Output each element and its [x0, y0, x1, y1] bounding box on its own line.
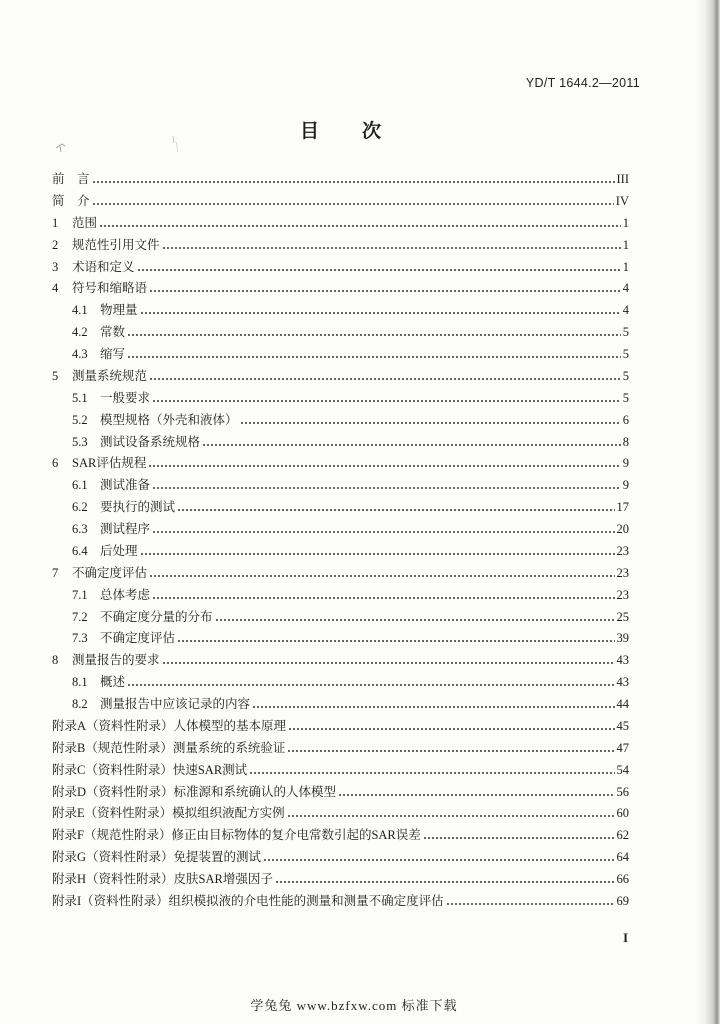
toc-list — [52, 169, 629, 913]
toc-entry — [52, 344, 629, 366]
toc-entry-page: 23 — [616, 587, 629, 602]
toc-entry-number: 6.3 — [72, 522, 88, 536]
toc-entry-number: 4 — [52, 281, 59, 296]
toc-leader-dots — [202, 432, 621, 454]
toc-entry — [52, 891, 629, 913]
toc-entry — [52, 803, 629, 825]
toc-leader-dots — [177, 497, 614, 519]
toc-entry — [52, 278, 629, 300]
scan-edge-shadow — [696, 0, 720, 1024]
toc-entry-title: 不确定度评估 — [72, 565, 148, 580]
toc-entry-page: 4 — [622, 281, 629, 296]
toc-leader-dots — [252, 694, 614, 716]
toc-entry-title: 后处理 — [100, 543, 138, 558]
toc-entry-number: 8.2 — [72, 697, 88, 711]
toc-leader-dots — [287, 803, 615, 825]
toc-entry-page: 60 — [616, 806, 629, 821]
toc-leader-dots — [152, 519, 614, 541]
toc-leader-dots — [127, 672, 614, 694]
toc-entry-title: 附录H（资料性附录）皮肤SAR增强因子 — [52, 872, 273, 886]
toc-leader-dots — [288, 716, 614, 738]
toc-entry-title: 规范性引用文件 — [72, 237, 160, 252]
toc-entry — [52, 760, 629, 782]
toc-leader-dots — [446, 891, 615, 913]
toc-entry-title: 测量报告的要求 — [72, 653, 160, 668]
toc-leader-dots — [149, 278, 621, 300]
toc-entry-number: 6.1 — [72, 478, 88, 493]
toc-entry — [52, 716, 629, 738]
toc-entry — [52, 432, 629, 454]
toc-entry-title: 模型规格（外壳和液体） — [100, 412, 238, 427]
toc-entry-title: 附录E（资料性附录）模拟组织液配方实例 — [52, 806, 285, 821]
toc-entry-title: 缩写 — [100, 347, 126, 361]
toc-leader-dots — [215, 607, 615, 629]
toc-entry — [52, 585, 629, 607]
toc-leader-dots — [162, 235, 621, 257]
toc-entry-page: III — [616, 172, 629, 186]
toc-entry — [52, 213, 629, 235]
toc-entry-number: 5.2 — [72, 412, 88, 427]
toc-entry-number: 3 — [52, 259, 59, 274]
toc-entry-page: 23 — [616, 565, 629, 580]
toc-entry — [52, 300, 629, 322]
toc-entry-page: 5 — [622, 368, 629, 383]
toc-entry-title: 附录I（资料性附录）组织模拟液的介电性能的测量和测量不确定度评估 — [52, 893, 444, 908]
toc-entry-title: 常数 — [100, 325, 126, 340]
toc-entry — [52, 388, 629, 410]
toc-entry-number: 4.1 — [72, 303, 88, 318]
toc-entry-page: 6 — [622, 412, 629, 427]
toc-entry-title: 测试程序 — [100, 522, 151, 536]
toc-entry-title: SAR评估规程 — [72, 456, 147, 471]
toc-entry — [52, 650, 629, 672]
toc-entry — [52, 366, 629, 388]
toc-leader-dots — [423, 825, 615, 847]
toc-entry — [52, 607, 629, 629]
toc-entry-page: 56 — [616, 784, 629, 799]
toc-entry-page: 1 — [622, 215, 629, 230]
toc-leader-dots — [287, 738, 614, 760]
toc-entry-page: 47 — [616, 740, 629, 755]
toc-leader-dots — [275, 869, 615, 891]
toc-entry-number: 8.1 — [72, 675, 88, 690]
toc-leader-dots — [152, 475, 621, 497]
toc-entry — [52, 475, 629, 497]
toc-entry-number: 7.1 — [72, 587, 88, 602]
toc-entry — [52, 519, 629, 541]
toc-entry-title: 附录D（资料性附录）标准源和系统确认的人体模型 — [52, 784, 337, 799]
toc-entry-title: 不确定度评估 — [100, 631, 176, 646]
toc-entry-number: 5.1 — [72, 390, 88, 405]
toc-entry-number: 6 — [52, 456, 59, 471]
toc-entry — [52, 235, 629, 257]
toc-entry — [52, 541, 629, 563]
toc-entry — [52, 322, 629, 344]
toc-entry-page: 4 — [622, 303, 629, 318]
toc-leader-dots — [127, 344, 621, 366]
toc-entry-page: 5 — [622, 325, 629, 340]
toc-entry-page: 64 — [616, 850, 629, 865]
toc-leader-dots — [148, 453, 620, 475]
toc-entry — [52, 825, 629, 847]
toc-entry-title: 术语和定义 — [72, 259, 135, 274]
toc-entry-page: 44 — [616, 697, 629, 711]
toc-entry-page: 20 — [616, 522, 629, 536]
toc-leader-dots — [140, 541, 615, 563]
toc-entry-title: 附录G（资料性附录）免提装置的测试 — [52, 850, 262, 865]
toc-entry-page: 45 — [616, 718, 629, 733]
toc-entry-number: 6.4 — [72, 543, 88, 558]
toc-leader-dots — [152, 388, 621, 410]
toc-leader-dots — [140, 300, 621, 322]
toc-leader-dots — [149, 366, 621, 388]
toc-leader-dots — [263, 847, 614, 869]
toc-leader-dots — [127, 322, 621, 344]
toc-entry-number: 7 — [52, 565, 59, 580]
toc-entry-title: 简 介 — [52, 193, 90, 208]
toc-entry-title: 测试设备系统规格 — [100, 434, 201, 449]
toc-entry-title: 符号和缩略语 — [72, 281, 148, 296]
toc-entry-number: 7.3 — [72, 631, 88, 646]
toc-entry-page: 5 — [622, 390, 629, 405]
toc-leader-dots — [99, 213, 621, 235]
toc-entry-page: 66 — [616, 872, 629, 886]
toc-entry-title: 测试准备 — [100, 478, 151, 493]
toc-leader-dots — [137, 257, 621, 279]
toc-entry-title: 总体考虑 — [100, 587, 151, 602]
toc-entry-page: 43 — [616, 675, 629, 690]
document-number: YD/T 1644.2—2011 — [525, 76, 640, 90]
toc-entry-number: 4.3 — [72, 347, 88, 361]
toc-entry-title: 范围 — [72, 215, 98, 230]
toc-entry — [52, 847, 629, 869]
toc-entry — [52, 410, 629, 432]
toc-entry-page: 23 — [616, 543, 629, 558]
toc-entry-number: 7.2 — [72, 609, 88, 624]
toc-leader-dots — [249, 760, 614, 782]
toc-entry-title: 测量报告中应该记录的内容 — [100, 697, 251, 711]
toc-entry — [52, 869, 629, 891]
toc-entry-title: 测量系统规范 — [72, 368, 148, 383]
toc-entry — [52, 257, 629, 279]
toc-entry-page: 8 — [622, 434, 629, 449]
toc-entry-title: 前 言 — [52, 172, 90, 186]
toc-entry-number: 2 — [52, 237, 59, 252]
toc-entry-title: 物理量 — [100, 303, 138, 318]
toc-entry-page: 9 — [622, 478, 629, 493]
toc-entry-number: 5.3 — [72, 434, 88, 449]
toc-leader-dots — [92, 191, 614, 213]
toc-entry — [52, 191, 629, 213]
toc-entry — [52, 453, 629, 475]
toc-entry-page: 5 — [622, 347, 629, 361]
toc-entry-number: 1 — [52, 215, 59, 230]
toc-entry-page: 43 — [616, 653, 629, 668]
page-title: 目 次 — [299, 121, 393, 142]
toc-entry-page: 17 — [616, 500, 629, 515]
toc-entry-page: 69 — [616, 893, 629, 908]
toc-leader-dots — [92, 169, 615, 191]
toc-entry — [52, 672, 629, 694]
toc-entry-page: 9 — [622, 456, 629, 471]
footer-watermark: 学兔兔 www.bzfxw.com 标准下载 — [250, 998, 458, 1013]
toc-leader-dots — [149, 563, 614, 585]
toc-entry — [52, 169, 629, 191]
toc-entry-page: 54 — [616, 762, 629, 777]
toc-entry-title: 概述 — [100, 675, 126, 690]
toc-entry-number: 5 — [52, 368, 59, 383]
toc-leader-dots — [240, 410, 621, 432]
toc-entry — [52, 694, 629, 716]
toc-entry — [52, 497, 629, 519]
toc-entry-number: 4.2 — [72, 325, 88, 340]
toc-entry — [52, 738, 629, 760]
toc-entry-number: 6.2 — [72, 500, 88, 515]
toc-entry-title: 要执行的测试 — [100, 500, 176, 515]
page-number: I — [623, 931, 628, 945]
toc-entry-page: 1 — [622, 259, 629, 274]
toc-entry-title: 附录A（资料性附录）人体模型的基本原理 — [52, 718, 287, 733]
toc-entry — [52, 628, 629, 650]
toc-entry — [52, 563, 629, 585]
toc-entry-page: IV — [615, 193, 629, 208]
toc-entry-title: 一般要求 — [100, 390, 151, 405]
toc-entry-title: 附录C（资料性附录）快速SAR测试 — [52, 762, 248, 777]
toc-leader-dots — [152, 585, 614, 607]
toc-entry-title: 附录B（规范性附录）测量系统的系统验证 — [52, 740, 286, 755]
toc-entry-number: 8 — [52, 653, 59, 668]
toc-entry-page: 1 — [622, 237, 629, 252]
toc-entry-title: 不确定度分量的分布 — [100, 609, 213, 624]
toc-entry-title: 附录F（规范性附录）修正由目标物体的复介电常数引起的SAR误差 — [52, 828, 421, 843]
toc-entry-page: 62 — [616, 828, 629, 843]
toc-leader-dots — [177, 628, 614, 650]
toc-entry-page: 25 — [616, 609, 629, 624]
toc-leader-dots — [338, 782, 614, 804]
toc-leader-dots — [162, 650, 615, 672]
toc-entry-page: 39 — [616, 631, 629, 646]
toc-entry — [52, 782, 629, 804]
